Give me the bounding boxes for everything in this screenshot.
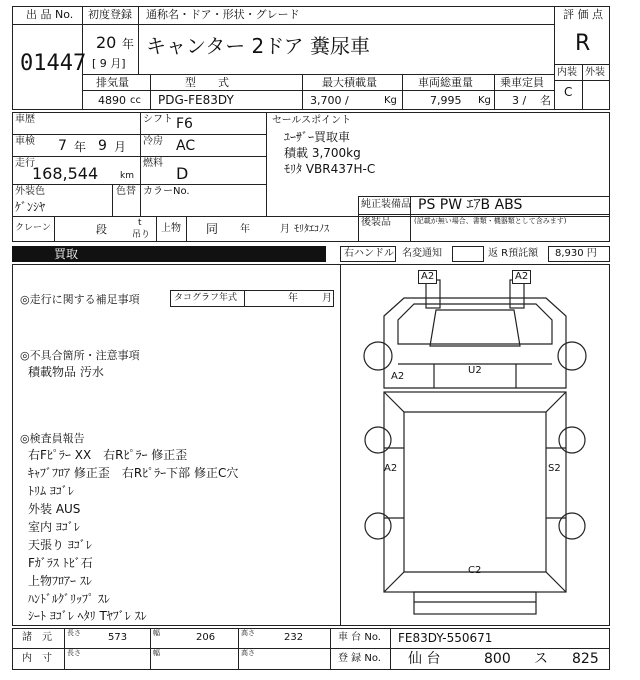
displacement-label: 排気量 [96,76,129,89]
mileage-value: 168,544 [32,164,99,183]
equipment-label: 純正装備品 [361,199,411,210]
body-month-unit: 月 [280,224,290,235]
first-reg-label: 初度登録 [88,8,132,21]
inspector-item: ｷｬﾌﾞﾌﾛｱ 修正歪 右Rﾋﾟﾗｰ下部 修正C穴 [28,466,239,480]
damage-mark-mirror-right: A2 [512,270,531,284]
footer-frame [12,628,610,670]
wheel-rear-left-front [365,427,391,453]
color-no-label: カラーNo. [143,186,190,197]
max-load-unit: Kg [384,95,397,106]
inspector-item: 室内 ﾖｺﾞﾚ [28,520,80,534]
gross-weight-unit: Kg [478,95,491,106]
damage-mark-rear: C2 [468,565,482,576]
capacity-label: 乗車定員 [500,76,544,89]
chassis-value: FE83DY-550671 [398,631,493,645]
body-maker: ﾓﾘﾀｴｺﾉｽ [294,224,329,235]
fuel-label: 燃料 [143,158,163,169]
width-value: 206 [196,632,216,643]
inspection-year-unit: 年 [74,140,87,154]
inner-height-label: 高さ [241,649,255,657]
damage-mark-roof: U2 [468,365,482,376]
first-reg-year: 20 [96,33,117,52]
capacity-value: 3 / [512,94,527,107]
history-label: 車歴 [15,114,35,125]
deposit-box [548,246,610,262]
reg-number: 825 [572,651,599,667]
max-load-label: 最大積載量 [322,76,377,89]
sales-points-label: セールスポイント [272,115,352,126]
car-name: キャンター 2ドア 糞尿車 [146,34,371,58]
cargo-body [384,392,566,592]
mileage-label: 走行 [15,158,35,169]
gross-weight-label: 車両総重量 [418,76,473,89]
length-label: 長さ [67,629,81,637]
crane-label: クレーン [15,223,51,233]
wheel-rear-right-front [559,427,585,453]
reg-label: 登 録 No. [338,653,381,664]
car-name-label: 通称名・ドア・形状・グレード [146,8,300,21]
equipment-value: PS PW ｴｱB ABS [418,197,523,213]
capacity-unit: 名 [540,94,551,107]
aftermarket-note: (記載が無い場合、書類・機器類として含みます) [414,217,567,225]
interior-score: C [564,85,573,99]
body-year: 同 [206,222,219,236]
exterior-label: 外装 [585,67,605,78]
displacement-value: 4890 [98,94,126,107]
deposit-value: 8,930 円 [555,248,597,259]
exterior-color-label: 外装色 [15,186,45,197]
inspector-header: ◎検査員報告 [20,432,85,445]
spec-label: 諸 元 [22,632,52,643]
inspector-item: ﾊﾝﾄﾞﾙｸﾞﾘｯﾌﾟ ｽﾚ [28,592,110,606]
body-year-unit: 年 [240,224,250,235]
reg-area: 仙 台 [408,651,441,667]
tachograph-label: タコグラフ年式 [174,293,238,303]
sales-point-2: 積載 3,700kg [284,146,361,160]
color-change-label: 色替 [116,186,136,197]
lift-unit-bottom: 吊り [132,230,151,240]
width-label: 幅 [153,629,160,637]
inner-length-label: 長さ [67,649,81,657]
body-label: 上物 [161,223,181,234]
purchase-label: 買取 [54,247,79,261]
damage-mark-cab-left: A2 [391,371,405,382]
length-value: 573 [108,632,128,643]
tachograph-year: 年 [288,293,298,304]
shift-label: シフト [143,114,173,125]
inspection-label: 車検 [15,136,35,147]
inspection-month-unit: 月 [114,140,127,154]
inspection-month: 9 [98,138,107,154]
fuel-value: D [176,164,189,183]
ac-value: AC [176,138,196,154]
defect-item: 積載物品 汚水 [28,365,104,379]
defects-header: ◎不具合箇所・注意事項 [20,349,140,362]
shift-value: F6 [176,116,193,132]
reg-class: 800 [484,651,511,667]
inspector-item: 上物ﾌﾛｱｰ ｽﾚ [28,574,92,588]
inspector-item: 天張り ﾖｺﾞﾚ [28,538,92,552]
inspector-item: 右Fﾋﾟﾗｰ XX 右Rﾋﾟﾗｰ 修正歪 [28,448,188,462]
wheel-rear-right [559,513,585,539]
windshield [430,310,520,346]
reg-kana: ス [534,651,548,667]
eval-label: 評 価 点 [563,8,603,21]
max-load-value: 3,700 / [310,94,349,107]
crane-stage: 段 [96,223,107,236]
steering-value: 右ハンドル [344,248,394,259]
inspector-item: 外装 AUS [28,502,81,516]
height-label: 高さ [241,629,255,637]
recycle-deposit-label: 返 R預託額 [488,248,539,259]
name-change-label: 名変通知 [402,248,442,259]
lot-label: 出 品 No. [26,8,74,21]
first-reg-year-unit: 年 [122,37,135,51]
ac-label: 冷房 [143,136,163,147]
wheel-front-right [558,342,586,370]
eval-score: R [575,31,591,56]
wheel-front-left [364,342,392,370]
rear-frame [414,592,536,614]
inner-label: 内 寸 [22,653,52,664]
lot-number: 01447 [20,51,87,76]
damage-mark-left-side: A2 [384,463,398,474]
sales-point-3: ﾓﾘﾀ VBR437H-C [284,162,376,176]
interior-label: 内装 [557,67,577,78]
chassis-label: 車 台 No. [338,632,381,643]
inner-width-label: 幅 [153,649,160,657]
wheel-rear-left [365,513,391,539]
mileage-unit: km [120,171,134,181]
first-reg-month: [ 9 月] [92,57,126,70]
model-value: PDG-FE83DY [158,93,234,107]
purchase-bar [12,246,326,262]
model-label: 型 式 [185,76,229,89]
height-value: 232 [284,632,304,643]
inspector-item: ﾄﾘﾑ ﾖｺﾞﾚ [28,484,74,498]
damage-mark-mirror-left: A2 [418,270,437,284]
name-change-box [452,246,484,262]
sales-point-1: ﾕｰｻﾞｰ買取車 [284,130,351,144]
gross-weight-value: 7,995 [430,94,462,107]
inspection-year: 7 [58,138,67,154]
inspector-item: ｼｰﾄ ﾖｺﾞﾚ ﾍﾀﾘ Tﾔﾌﾞﾚ ｽﾚ [28,609,147,623]
tachograph-month: 月 [322,293,332,304]
damage-mark-right-side: S2 [548,463,561,474]
driving-header: ◎走行に関する補足事項 [20,293,140,306]
exterior-color-value: ｹﾞﾝｼﾔ [15,200,46,214]
displacement-unit: cc [130,95,141,106]
steering-box [340,246,396,262]
inspector-item: Fｶﾞﾗｽ ﾄﾋﾞ石 [28,556,93,570]
aftermarket-label: 後装品 [361,217,391,228]
lift-unit-top: t [138,218,142,228]
